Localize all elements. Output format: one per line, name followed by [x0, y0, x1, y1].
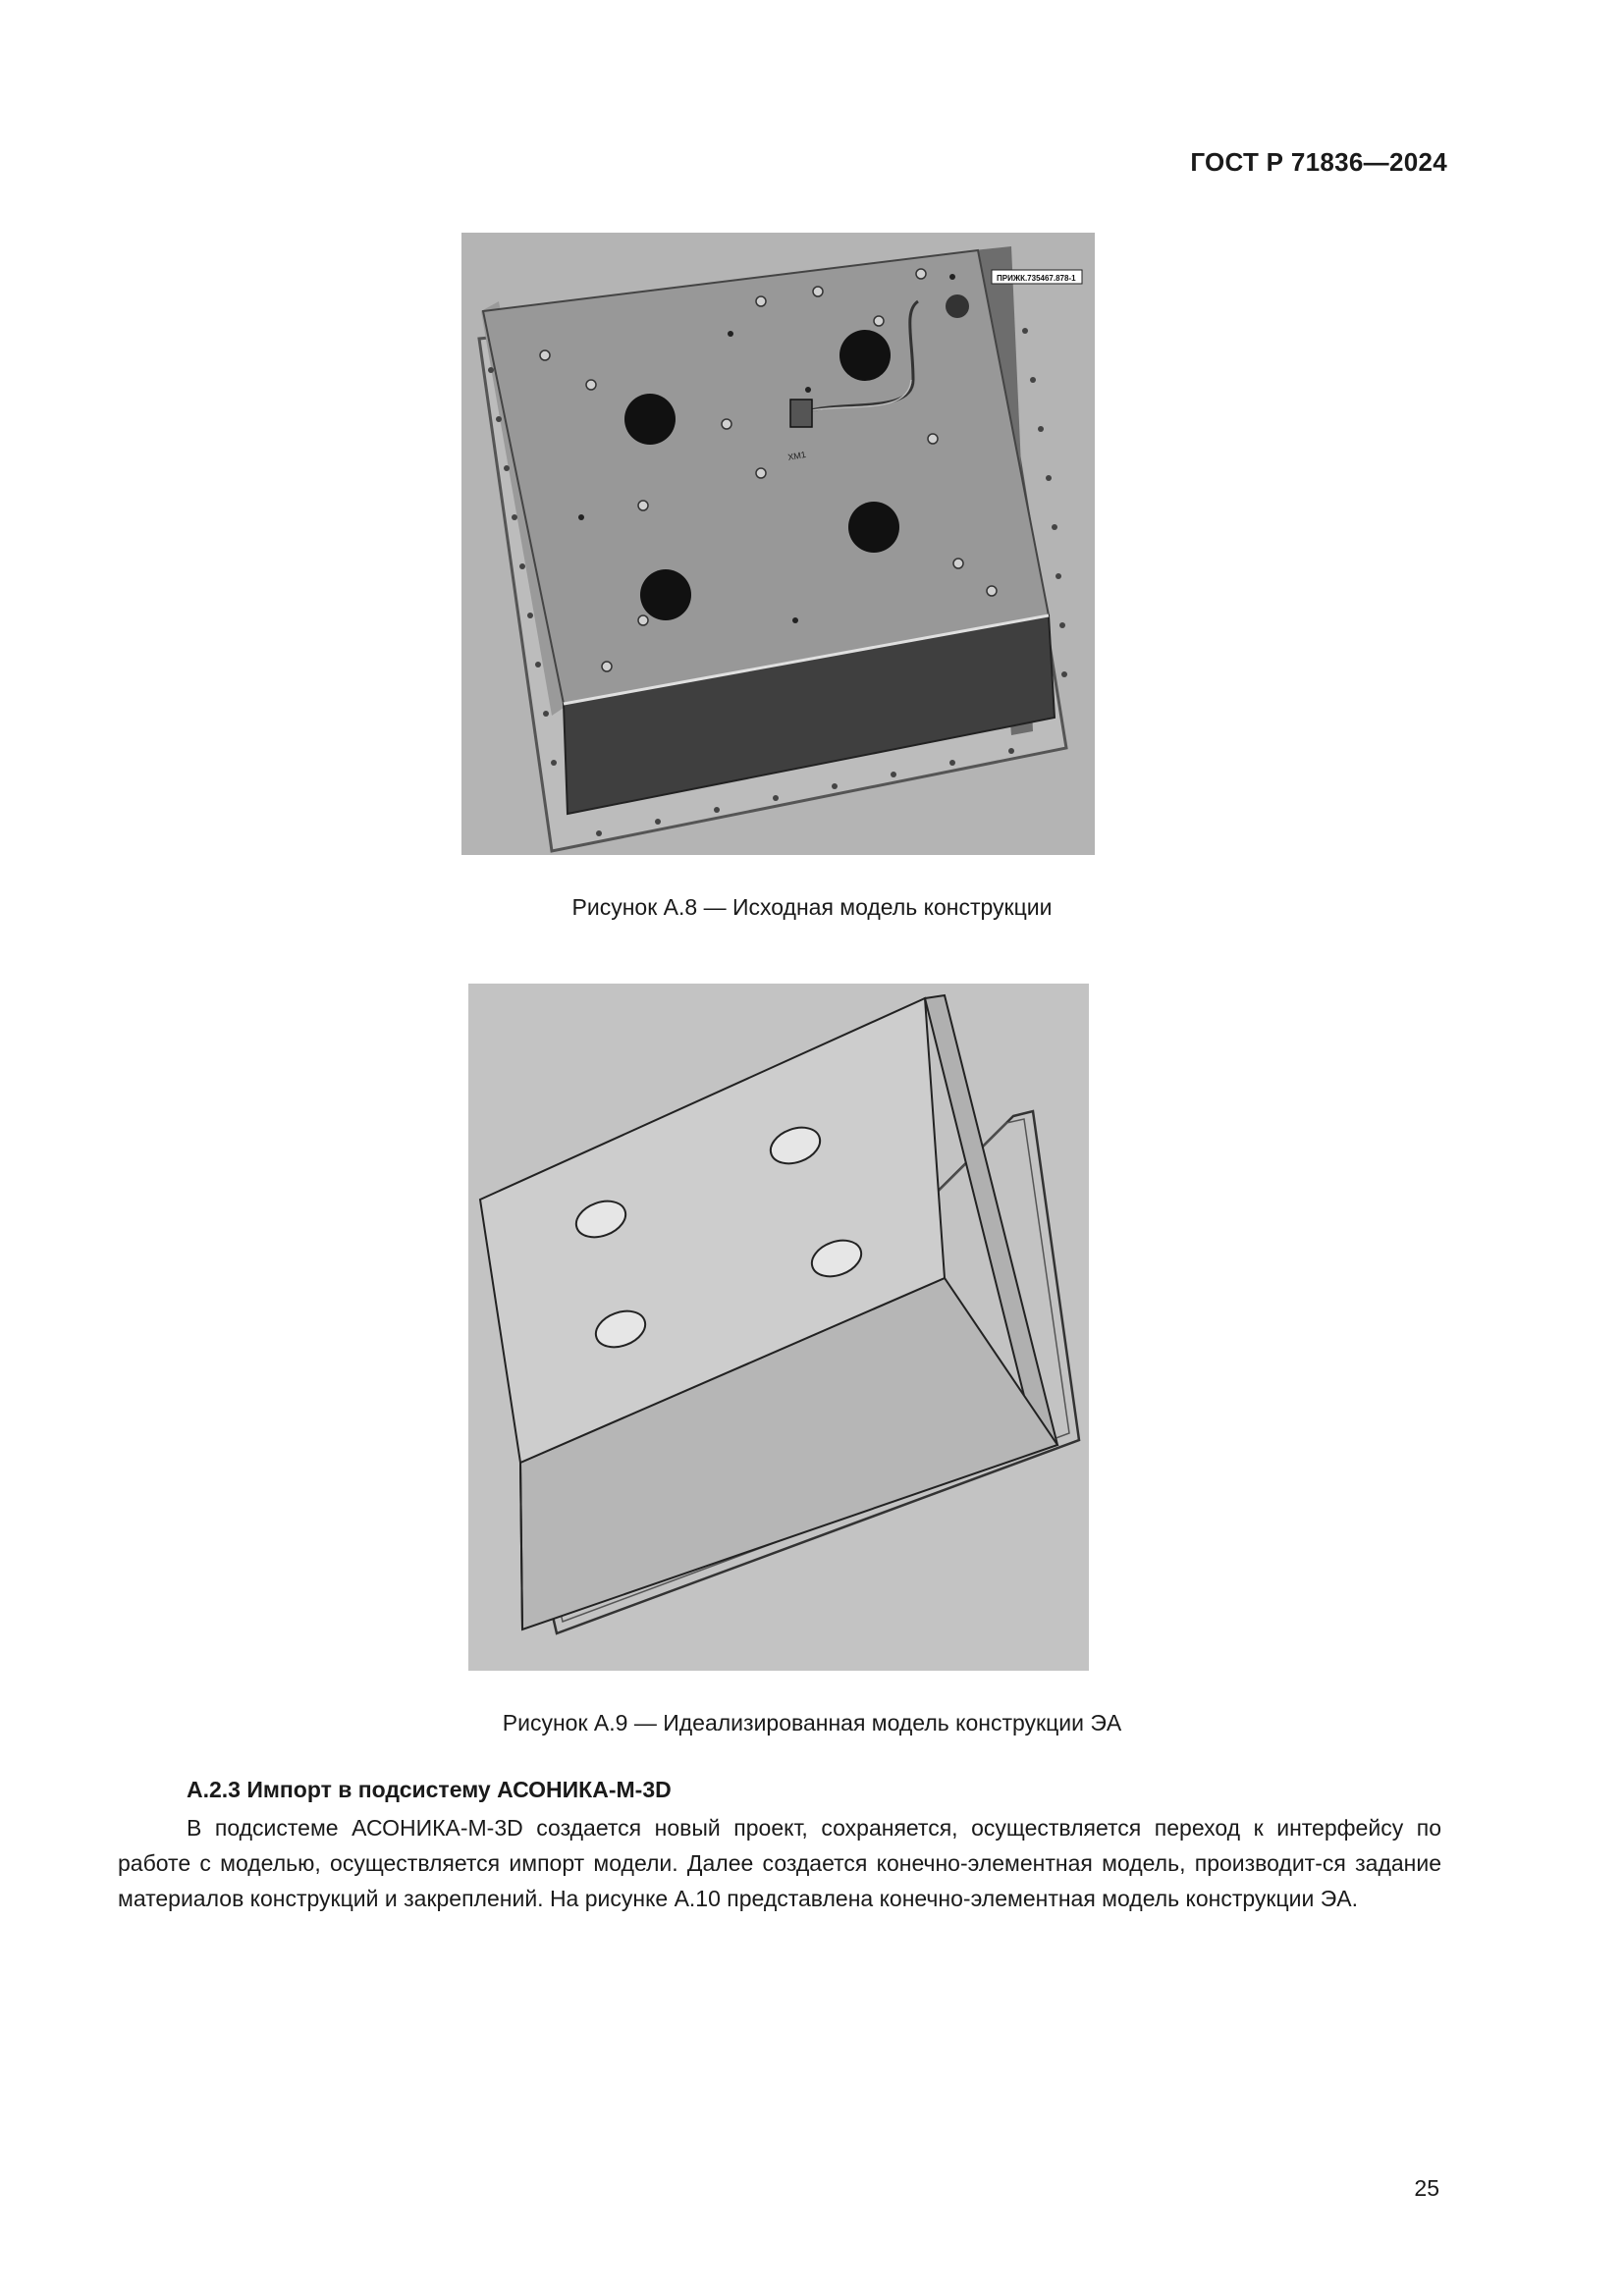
document-header: ГОСТ Р 71836—2024	[1190, 147, 1447, 177]
page-number: 25	[1414, 2175, 1439, 2201]
idealized-model-render	[468, 984, 1089, 1671]
part-label: ХМ1	[786, 449, 807, 462]
figure-a8-caption: Рисунок А.8 — Исходная модель конструкции	[571, 894, 1053, 920]
original-model-render	[461, 233, 1095, 855]
figure-a9-caption: Рисунок А.9 — Идеализированная модель конструкции ЭА	[502, 1710, 1122, 1735]
figure-original-model	[461, 233, 1095, 855]
drawing-label: ПРИЖК.735467.878-1	[997, 274, 1076, 283]
section-paragraph: В подсистеме АСОНИКА-М-3D создается новый проект, сохраняется, осуществляется переход к интерфейсу по работе с моделью, осуществляется импорт модели. Далее создается конечно-элементная модель, производит-ся задание материалов конструкций и закреплений. На рисунке А.10 представлена конечно-элементная модель конструкции ЭА.	[118, 1815, 1441, 1911]
section-heading: А.2.3 Импорт в подсистему АСОНИКА-М-3D	[187, 1777, 672, 1802]
figure-idealized-model	[468, 984, 1089, 1671]
